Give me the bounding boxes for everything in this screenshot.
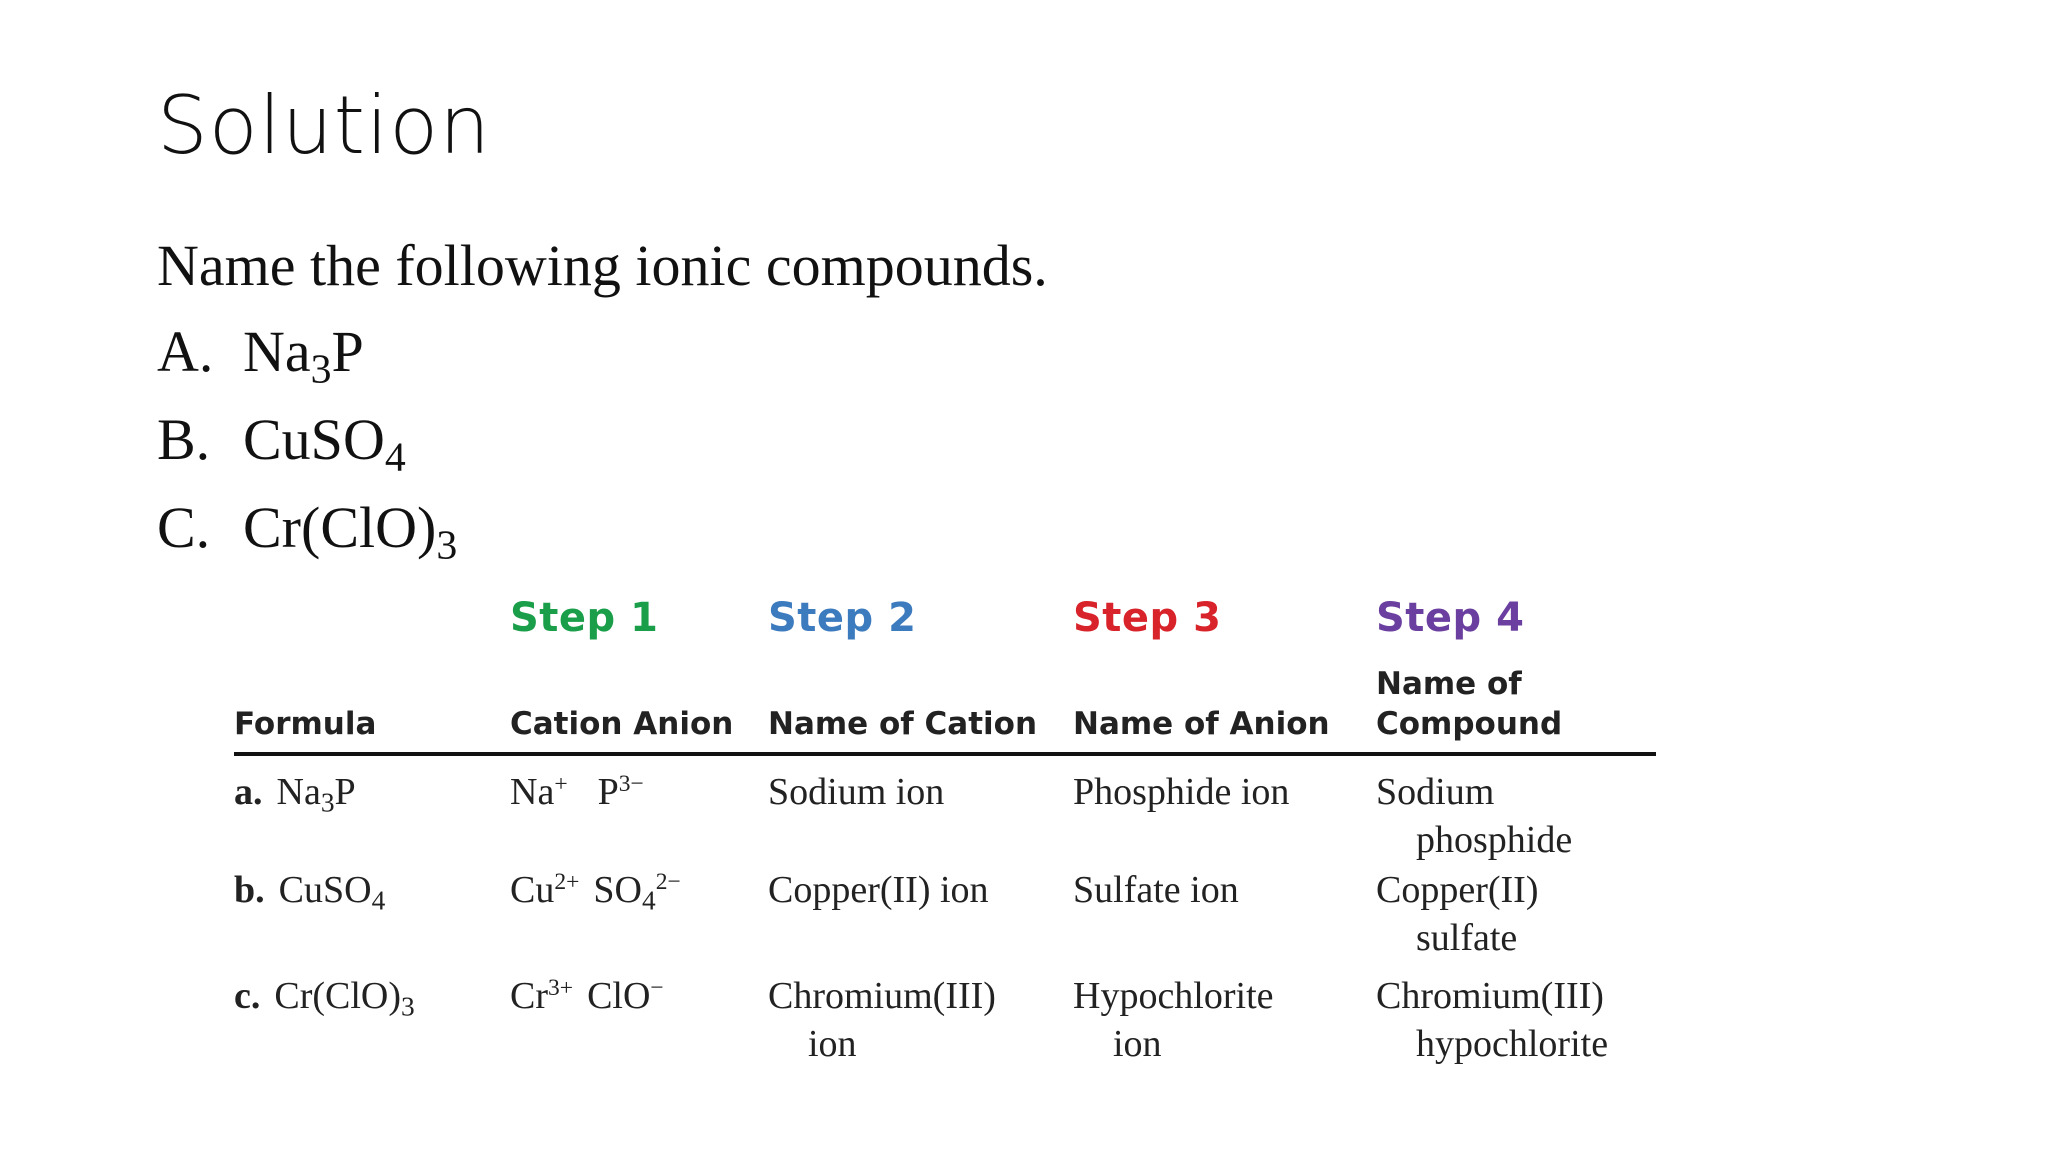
- problem-b: [157, 406, 406, 481]
- row-a-name-of-cation: [768, 768, 944, 816]
- compound-name-line2: sulfate: [1416, 917, 1518, 959]
- anion-charge: 2−: [655, 869, 681, 896]
- anion-charge: 3−: [618, 771, 644, 798]
- cation-symbol: Na: [510, 771, 555, 813]
- anion-name: Phosphide ion: [1073, 771, 1290, 813]
- row-a-ions: [510, 768, 644, 816]
- compound-name-line2: phosphide: [1416, 819, 1573, 861]
- cation-symbol: Cu: [510, 869, 555, 911]
- row-label: b.: [234, 869, 265, 911]
- row-a-name-of-anion: [1073, 768, 1289, 816]
- anion-symbol: ClO: [587, 975, 651, 1017]
- cation-charge: 3+: [548, 975, 574, 1002]
- cation-name-line2: ion: [808, 1023, 857, 1065]
- row-c-formula: [234, 972, 415, 1020]
- row-label: c.: [234, 975, 261, 1017]
- table-header-rule: [234, 752, 1656, 756]
- step-1-label: Step 1: [510, 595, 659, 641]
- row-a-formula: [234, 768, 356, 816]
- compound-name-line1: Chromium(III): [1376, 975, 1604, 1017]
- cation-name: Copper(II) ion: [768, 869, 989, 911]
- header-name-of-anion: Name of Anion: [1073, 706, 1330, 742]
- formula-subscript: 4: [384, 434, 406, 481]
- formula-base: CuSO: [243, 407, 385, 472]
- header-name-of-cation: Name of Cation: [768, 706, 1038, 742]
- formula-base: Cr(ClO): [274, 975, 402, 1017]
- cation-charge: 2+: [554, 869, 580, 896]
- cation-name: Chromium(III): [768, 975, 996, 1017]
- anion-symbol: P: [597, 771, 619, 813]
- cation-symbol: Cr: [510, 975, 548, 1017]
- formula-rest: P: [334, 771, 356, 813]
- row-c-name-of-anion: [1073, 972, 1274, 1068]
- formula-base: Na: [276, 771, 321, 813]
- cation-charge: +: [554, 771, 568, 798]
- anion-charge: −: [650, 975, 664, 1002]
- row-b-formula: [234, 866, 385, 914]
- row-label: a.: [234, 771, 263, 813]
- row-b-name-of-cation: [768, 866, 989, 914]
- anion-name: Hypochlorite: [1073, 975, 1274, 1017]
- compound-name-line1: Copper(II): [1376, 869, 1539, 911]
- step-2-label: Step 2: [768, 595, 917, 641]
- slide-title: Solution: [157, 79, 491, 172]
- cation-name: Sodium ion: [768, 771, 945, 813]
- formula-base: Cr(ClO): [243, 495, 437, 560]
- formula-subscript: 3: [436, 522, 458, 569]
- header-name-of-compound-line2: Compound: [1376, 706, 1563, 742]
- row-c-compound-name: [1376, 972, 1608, 1068]
- anion-name: Sulfate ion: [1073, 869, 1239, 911]
- anion-symbol: SO: [593, 869, 642, 911]
- row-b-compound-name: [1376, 866, 1538, 962]
- row-b-name-of-anion: [1073, 866, 1239, 914]
- formula-subscript: 4: [371, 885, 386, 916]
- header-name-of-compound-line1: Name of: [1376, 666, 1522, 702]
- formula-subscript: 3: [401, 991, 415, 1022]
- step-4-label: Step 4: [1376, 595, 1525, 641]
- problem-letter: B.: [157, 407, 211, 472]
- step-3-label: Step 3: [1073, 595, 1222, 641]
- anion-subscript: 4: [642, 885, 656, 916]
- formula-base: CuSO: [278, 869, 372, 911]
- problem-a: [157, 318, 364, 393]
- problem-letter: A.: [157, 319, 214, 384]
- row-b-ions: [510, 866, 681, 914]
- compound-name-line1: Sodium: [1376, 771, 1495, 813]
- header-cation-anion: Cation Anion: [510, 706, 734, 742]
- row-c-name-of-cation: [768, 972, 996, 1068]
- formula-subscript: 3: [320, 787, 335, 818]
- header-formula: Formula: [234, 706, 377, 742]
- row-a-compound-name: [1376, 768, 1572, 864]
- formula-subscript: 3: [310, 346, 332, 393]
- row-c-ions: [510, 972, 664, 1020]
- formula-base: Na: [243, 319, 311, 384]
- prompt-text: Name the following ionic compounds.: [157, 233, 1048, 298]
- compound-name-line2: hypochlorite: [1416, 1023, 1609, 1065]
- anion-name-line2: ion: [1113, 1023, 1162, 1065]
- formula-rest: P: [331, 319, 364, 384]
- problem-c: [157, 494, 458, 569]
- problem-letter: C.: [157, 495, 211, 560]
